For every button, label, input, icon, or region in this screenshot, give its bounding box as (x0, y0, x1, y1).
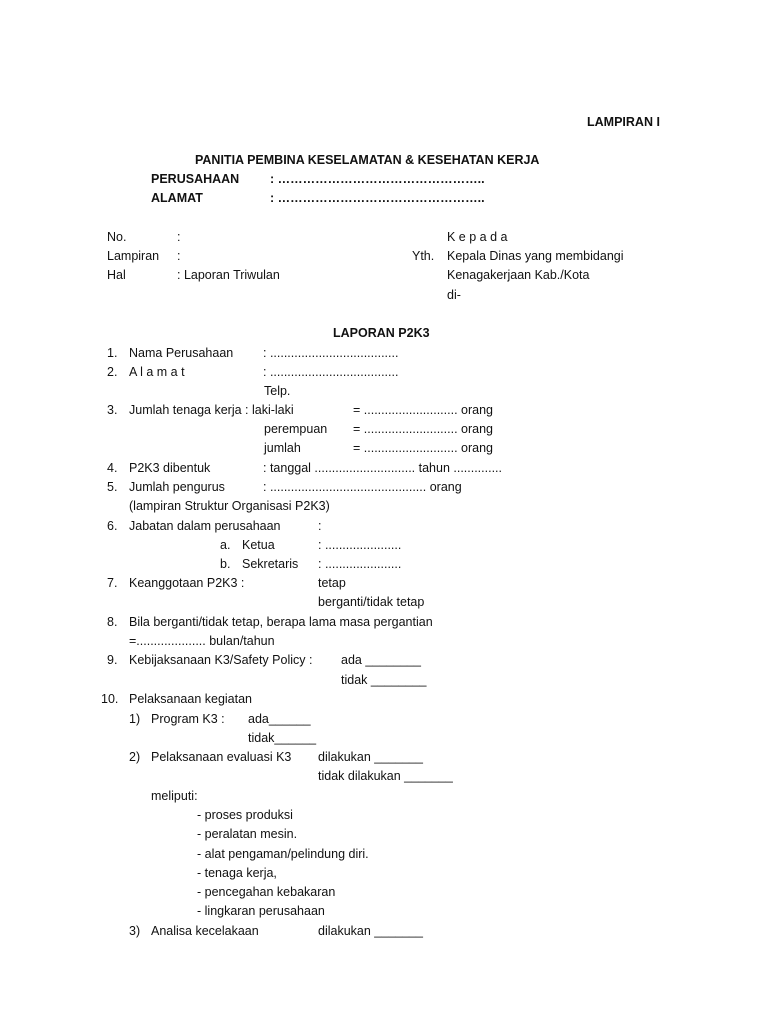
meliputi-label: meliputi: (151, 789, 198, 803)
item-4-number: 4. (107, 461, 118, 475)
addressee-line-3: di- (447, 288, 461, 302)
no-colon: : (177, 230, 181, 244)
document-title: PANITIA PEMBINA KESELAMATAN & KESEHATAN KERJA (195, 153, 540, 167)
lampiran-field-label: Lampiran (107, 249, 160, 263)
report-title: LAPORAN P2K3 (333, 326, 430, 340)
item-6b-letter: b. (220, 557, 231, 571)
meliputi-item-1: - proses produksi (197, 808, 293, 822)
item-5-label: Jumlah pengurus (129, 480, 225, 494)
item-6-number: 6. (107, 519, 118, 533)
lampiran-label: LAMPIRAN I (587, 115, 660, 129)
item-9-ada: ada ________ (341, 653, 421, 667)
sub-2-tidak-dilakukan: tidak dilakukan _______ (318, 769, 453, 783)
kepada-label: K e p a d a (447, 230, 508, 244)
item-7-label: Keanggotaan P2K3 : (129, 576, 245, 590)
item-6a-label: Ketua (242, 538, 275, 552)
item-7-number: 7. (107, 576, 118, 590)
item-1-number: 1. (107, 346, 118, 360)
addressee-line-1: Kepala Dinas yang membidangi (447, 249, 624, 263)
meliputi-item-2: - peralatan mesin. (197, 827, 298, 841)
item-7-tetap: tetap (318, 576, 346, 590)
item-9-tidak: tidak ________ (341, 673, 427, 687)
sub-3-label: Analisa kecelakaan (151, 924, 259, 938)
item-6a-letter: a. (220, 538, 231, 552)
item-3-perempuan-value: = ........................... orang (353, 422, 493, 436)
item-8-number: 8. (107, 615, 118, 629)
item-6b-value: : ...................... (318, 557, 402, 571)
sub-2-number: 2) (129, 750, 141, 764)
item-2-label: A l a m a t (129, 365, 185, 379)
sub-1-label: Program K3 : (151, 712, 225, 726)
alamat-value: : ………………………………………….. (270, 191, 485, 205)
item-3-laki-value: = ........................... orang (353, 403, 493, 417)
sub-3-dilakukan: dilakukan _______ (318, 924, 423, 938)
item-9-number: 9. (107, 653, 118, 667)
item-8-label: Bila berganti/tidak tetap, berapa lama masa pergantian (129, 615, 433, 629)
item-7-berganti: berganti/tidak tetap (318, 595, 425, 609)
meliputi-item-5: - pencegahan kebakaran (197, 885, 336, 899)
sub-3-number: 3) (129, 924, 141, 938)
item-10-label: Pelaksanaan kegiatan (129, 692, 253, 706)
addressee-line-2: Kenagakerjaan Kab./Kota (447, 268, 590, 282)
item-9-label: Kebijaksanaan K3/Safety Policy : (129, 653, 313, 667)
meliputi-item-6: - lingkaran perusahaan (197, 904, 325, 918)
item-6-label: Jabatan dalam perusahaan (129, 519, 281, 533)
item-1-value: : ..................................... (263, 346, 399, 360)
sub-2-label: Pelaksanaan evaluasi K3 (151, 750, 292, 764)
item-10-number: 10. (101, 692, 119, 706)
item-5-note: (lampiran Struktur Organisasi P2K3) (129, 499, 330, 513)
item-5-number: 5. (107, 480, 118, 494)
item-2-number: 2. (107, 365, 118, 379)
perusahaan-label: PERUSAHAAN (151, 172, 240, 186)
sub-1-tidak: tidak______ (248, 731, 317, 745)
hal-value: : Laporan Triwulan (177, 268, 280, 282)
item-5-value: : ............................................. orang (263, 480, 462, 494)
item-8-value: =.................... bulan/tahun (129, 634, 275, 648)
item-2-telp: Telp. (264, 384, 291, 398)
item-3-jumlah-value: = ........................... orang (353, 441, 493, 455)
item-4-value: : tanggal ............................. tahun .............. (263, 461, 502, 475)
item-3-jumlah: jumlah (264, 441, 301, 455)
alamat-label: ALAMAT (151, 191, 203, 205)
item-2-value: : ..................................... (263, 365, 399, 379)
item-6b-label: Sekretaris (242, 557, 299, 571)
item-3-perempuan: perempuan (264, 422, 328, 436)
item-6-colon: : (318, 519, 322, 533)
no-label: No. (107, 230, 127, 244)
meliputi-item-3: - alat pengaman/pelindung diri. (197, 847, 369, 861)
item-1-label: Nama Perusahaan (129, 346, 234, 360)
sub-1-number: 1) (129, 712, 141, 726)
item-4-label: P2K3 dibentuk (129, 461, 211, 475)
lampiran-colon: : (177, 249, 181, 263)
sub-2-dilakukan: dilakukan _______ (318, 750, 423, 764)
item-6a-value: : ...................... (318, 538, 402, 552)
hal-label: Hal (107, 268, 126, 282)
sub-1-ada: ada______ (248, 712, 311, 726)
yth-label: Yth. (412, 249, 435, 263)
item-3-number: 3. (107, 403, 118, 417)
perusahaan-value: : ………………………………………….. (270, 172, 485, 186)
meliputi-item-4: - tenaga kerja, (197, 866, 277, 880)
item-3-label: Jumlah tenaga kerja : laki-laki (129, 403, 294, 417)
